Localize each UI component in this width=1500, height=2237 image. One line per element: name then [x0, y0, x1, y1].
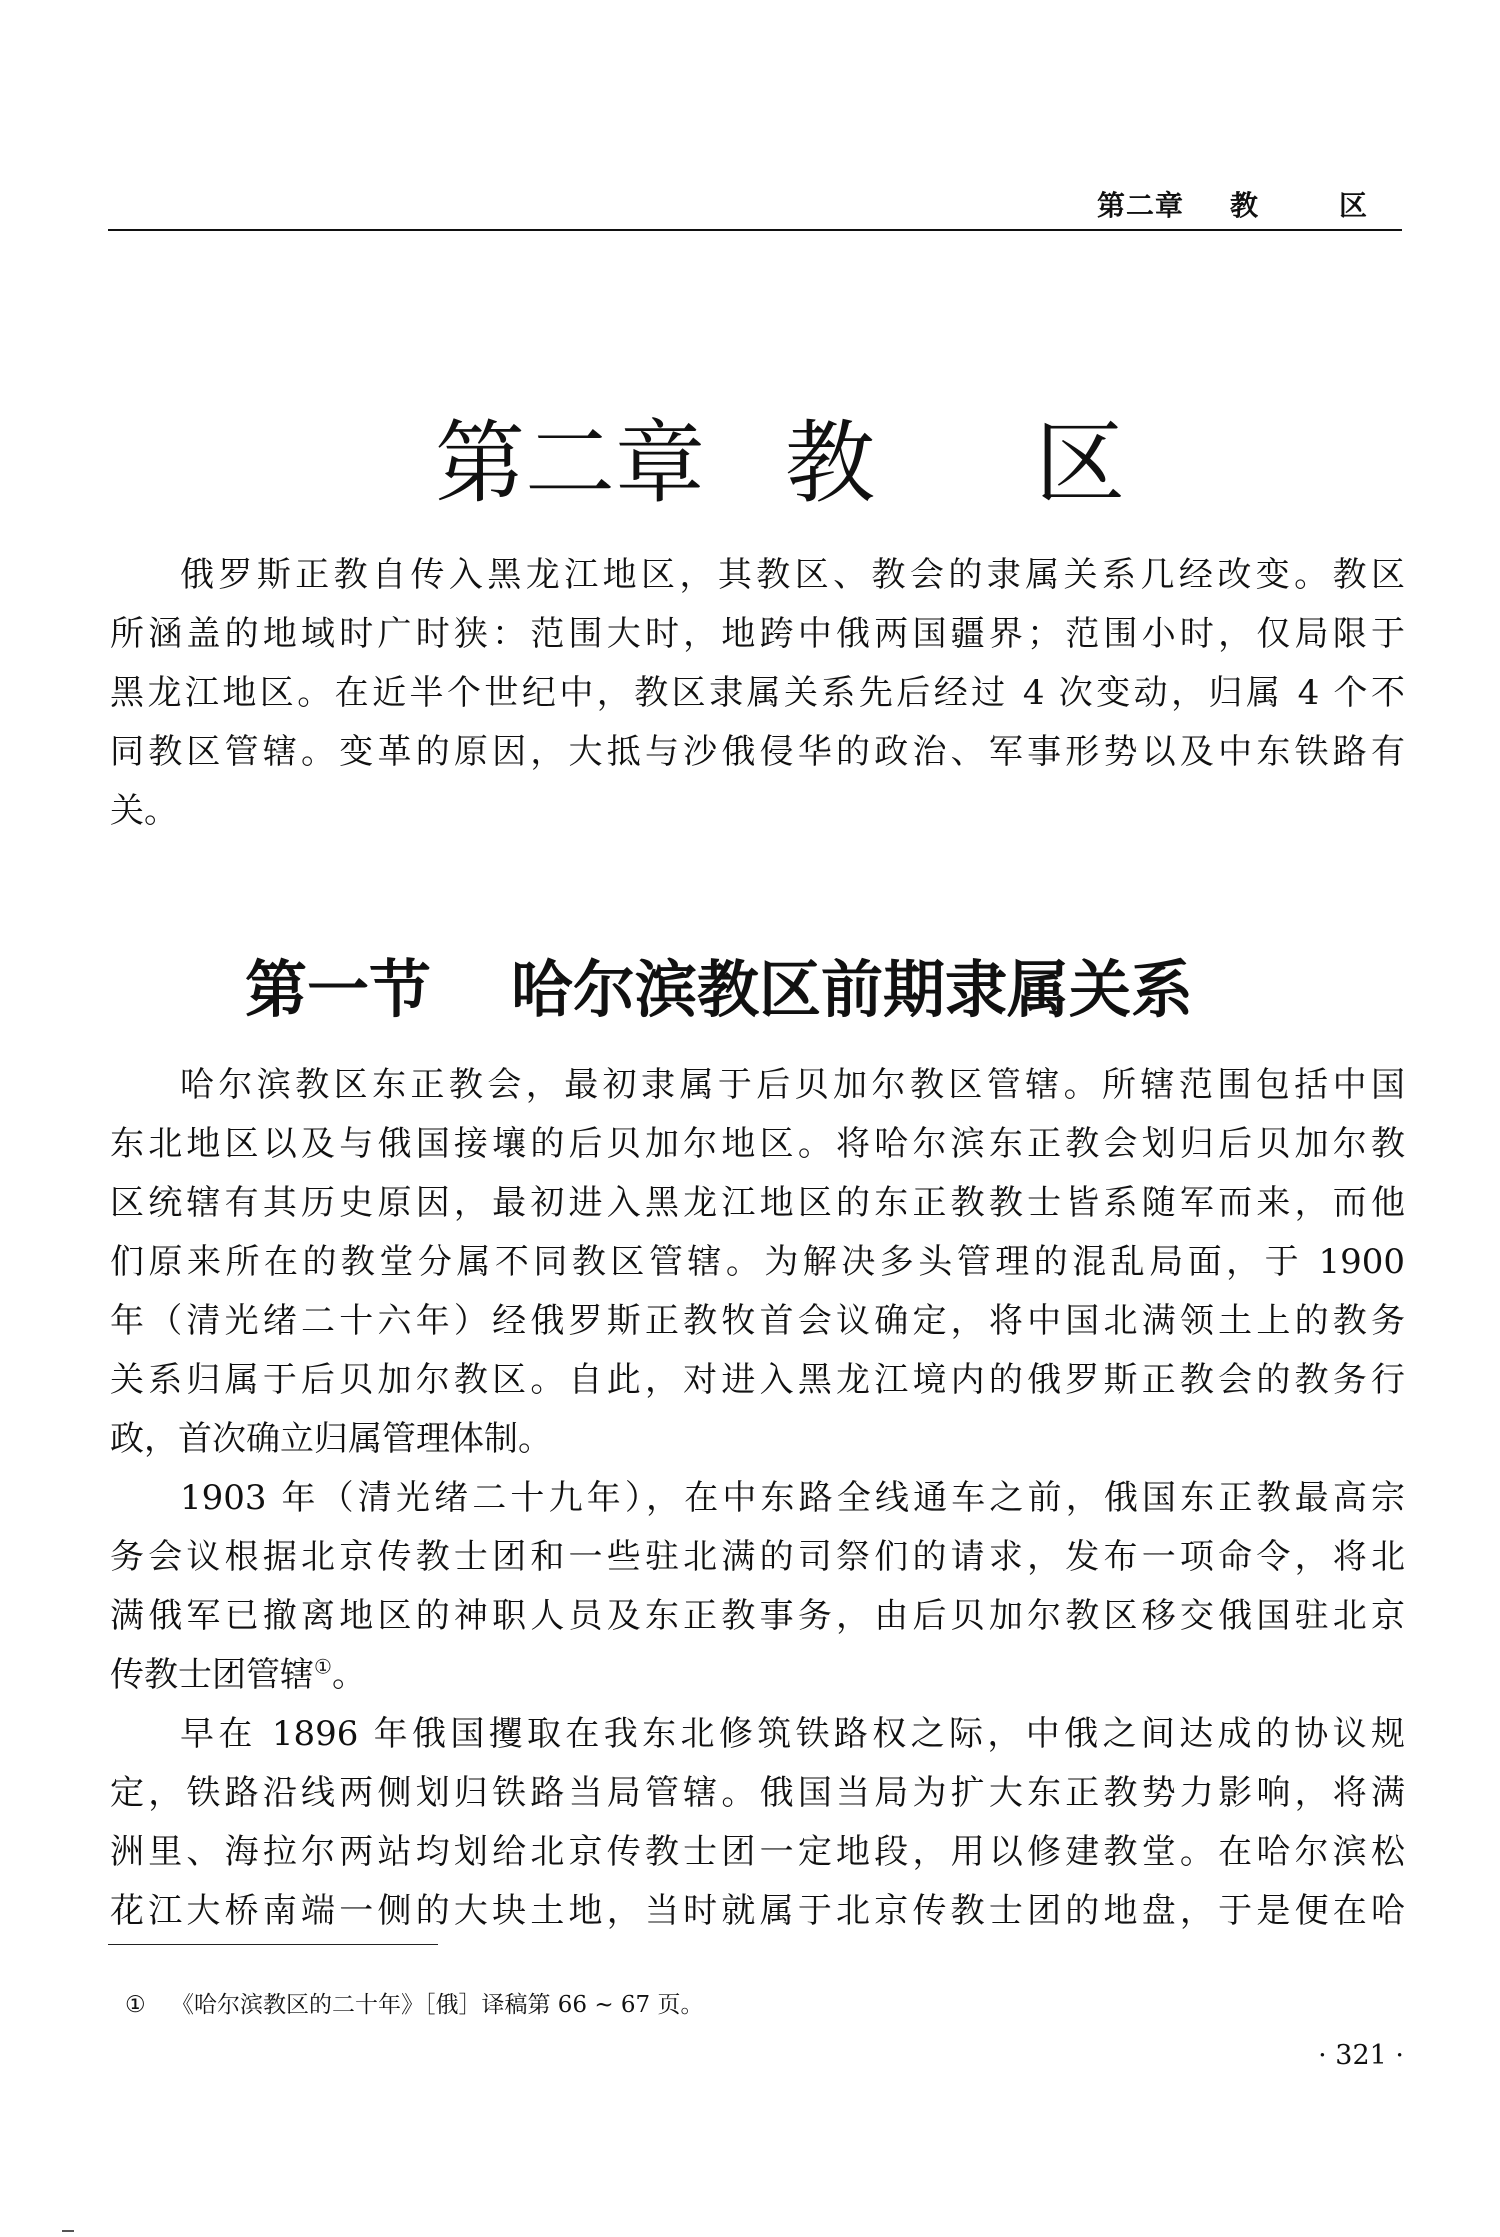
text-line: 定，铁路沿线两侧划归铁路当局管辖。俄国当局为扩大东正教势力影响，将满 [110, 1773, 1405, 1813]
footnote-text: 《哈尔滨教区的二十年》［俄］译稿第 66 ~ 67 页。 [170, 1992, 704, 2018]
text-line: 同教区管辖。变革的原因，大抵与沙俄侵华的政治、军事形势以及中东铁路有 [110, 732, 1405, 772]
text-line: 所涵盖的地域时广时狭：范围大时，地跨中俄两国疆界；范围小时，仅局限于 [110, 614, 1405, 654]
text-line: 早在 1896 年俄国攫取在我东北修筑铁路权之际，中俄之间达成的协议规 [180, 1714, 1405, 1754]
header-rule [108, 229, 1402, 231]
running-head-chapter: 第二章 [1096, 189, 1184, 222]
text-line: 务会议根据北京传教士团和一些驻北满的司祭们的请求，发布一项命令，将北 [110, 1537, 1405, 1577]
text-line: 东北地区以及与俄国接壤的后贝加尔地区。将哈尔滨东正教会划归后贝加尔教 [110, 1124, 1405, 1164]
running-head [1097, 184, 1368, 224]
text-line: 花江大桥南端一侧的大块土地，当时就属于北京传教士团的地盘，于是便在哈 [110, 1891, 1405, 1931]
text-line: 哈尔滨教区东正教会，最初隶属于后贝加尔教区管辖。所辖范围包括中国 [180, 1065, 1405, 1105]
chapter-title-number: 第二章 [435, 411, 705, 516]
footnote-mark: ① [125, 1992, 146, 2018]
chapter-title-word-2: 区 [1035, 411, 1125, 516]
section-heading-text: 哈尔滨教区前期隶属关系 [511, 953, 1194, 1026]
body-paragraph [110, 1056, 1405, 1469]
page-number: · 321 · [1318, 2040, 1404, 2071]
text-line [110, 1646, 1405, 1705]
section-number: 第一节 [245, 953, 432, 1026]
body-paragraph [110, 1705, 1405, 1941]
text-line: 1903 年（清光绪二十九年），在中东路全线通车之前，俄国东正教最高宗 [180, 1478, 1405, 1518]
running-head-word-1: 教 [1229, 189, 1259, 222]
footnote-reference[interactable]: ① [314, 1654, 332, 1679]
text-line: 关。 [110, 791, 178, 831]
text-line: 政，首次确立归属管理体制。 [110, 1419, 552, 1459]
text-line: 区统辖有其历史原因，最初进入黑龙江地区的东正教教士皆系随军而来，而他 [110, 1183, 1405, 1223]
text-line: 们原来所在的教堂分属不同教区管辖。为解决多头管理的混乱局面，于 1900 [110, 1242, 1405, 1282]
footnote-rule [108, 1944, 438, 1945]
body-paragraph [110, 1469, 1405, 1705]
footnote [125, 1986, 704, 2019]
intro-paragraph [110, 546, 1405, 841]
text-line: 洲里、海拉尔两站均划给北京传教士团一定地段，用以修建教堂。在哈尔滨松 [110, 1832, 1405, 1872]
text-line-tail: 。 [331, 1655, 366, 1695]
scan-artifact [62, 2230, 74, 2232]
text-line: 俄罗斯正教自传入黑龙江地区，其教区、教会的隶属关系几经改变。教区 [180, 555, 1405, 595]
chapter-title-word-1: 教 [785, 411, 875, 516]
text-line: 黑龙江地区。在近半个世纪中，教区隶属关系先后经过 4 次变动，归属 4 个不 [110, 673, 1405, 713]
text-line: 年（清光绪二十六年）经俄罗斯正教牧首会议确定，将中国北满领土上的教务 [110, 1301, 1405, 1341]
text-line: 满俄军已撤离地区的神职人员及东正教事务，由后贝加尔教区移交俄国驻北京 [110, 1596, 1405, 1636]
chapter-title [0, 390, 1500, 520]
section-title [245, 940, 1193, 1029]
text-line: 关系归属于后贝加尔教区。自此，对进入黑龙江境内的俄罗斯正教会的教务行 [110, 1360, 1405, 1400]
text-line-content: 传教士团管辖 [110, 1655, 314, 1695]
running-head-word-2: 区 [1338, 189, 1368, 222]
